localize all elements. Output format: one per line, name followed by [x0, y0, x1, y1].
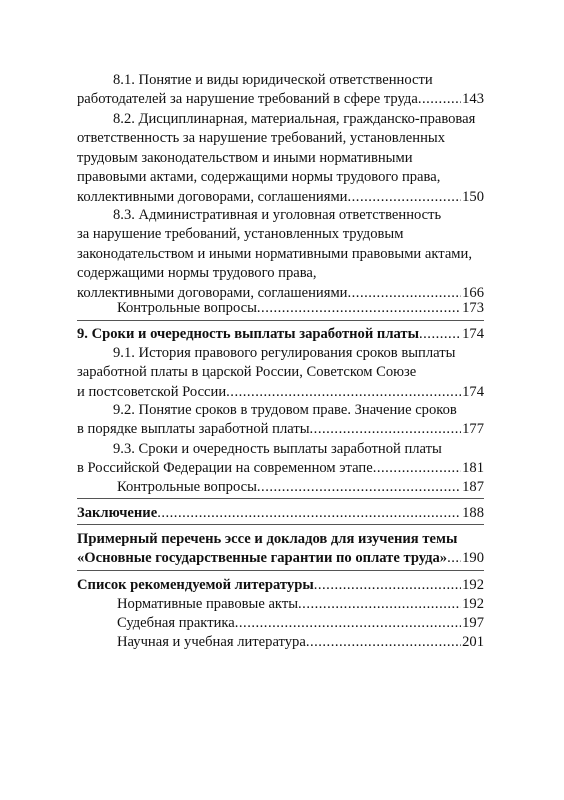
page-number: 177 — [462, 421, 484, 438]
leader-dots — [314, 576, 461, 595]
toc-line: законодательством и иными нормативными правовыми актами, — [77, 245, 472, 262]
toc-line-last — [77, 299, 484, 318]
toc-line: Примерный перечень эссе и докладов для изучения темы — [77, 531, 458, 547]
toc-entry-text: в Российской Федерации на современном этапе — [77, 460, 373, 477]
leader-dots — [447, 549, 461, 568]
page-number: 192 — [462, 596, 484, 612]
toc-entry-text: 9. Сроки и очередность выплаты заработной платы — [77, 326, 419, 342]
page-number: 197 — [462, 615, 484, 631]
toc-entry-text: коллективными договорами, соглашениями — [77, 284, 348, 301]
page-number: 192 — [462, 577, 484, 593]
page-number: 174 — [462, 326, 484, 342]
toc-line: заработной платы в царской России, Советском Союзе — [77, 364, 417, 381]
toc-line-last — [77, 614, 484, 633]
toc-entry-text: Нормативные правовые акты — [117, 596, 299, 612]
leader-dots — [298, 595, 461, 614]
toc-entry-8-3 — [77, 206, 484, 303]
toc-line: трудовым законодательством и иными нормативными — [77, 149, 413, 166]
toc-line-last — [77, 188, 484, 207]
section-divider — [77, 570, 484, 571]
leader-dots — [373, 459, 461, 478]
toc-line-last — [77, 90, 484, 109]
toc-entry-control-questions-8 — [77, 299, 484, 318]
leader-dots — [257, 299, 461, 318]
toc-line-last — [77, 478, 484, 497]
leader-dots — [235, 614, 461, 633]
toc-entry-text: Контрольные вопросы — [117, 479, 257, 495]
toc-line: 9.1. История правового регулирования сроков выплаты — [113, 345, 456, 361]
toc-entry-text: в порядке выплаты заработной платы — [77, 421, 310, 438]
toc-entry-court-practice — [77, 614, 484, 633]
leader-dots — [418, 90, 461, 109]
toc-entry-8-2 — [77, 110, 484, 207]
toc-line: 8.2. Дисциплинарная, материальная, гражданско-правовая — [113, 111, 476, 127]
leader-dots — [306, 633, 461, 652]
leader-dots — [226, 383, 461, 402]
toc-entry-chapter-9 — [77, 325, 484, 344]
toc-line: за нарушение требований, установленных трудовым — [77, 226, 404, 243]
page-number: 188 — [462, 505, 484, 521]
toc-line-last — [77, 459, 484, 478]
page-number: 150 — [462, 188, 484, 205]
toc-entry-text: Судебная практика — [117, 615, 235, 631]
leader-dots — [348, 188, 462, 207]
toc-line-last — [77, 383, 484, 402]
toc-line-last — [77, 325, 484, 344]
page-number: 181 — [462, 460, 484, 477]
toc-line: 8.1. Понятие и виды юридической ответственности — [113, 72, 433, 88]
toc-entry-text: и постсоветской России — [77, 383, 227, 400]
toc-line-last — [77, 595, 484, 614]
toc-entry-text: работодателей за нарушение требований в сфере труда — [77, 91, 418, 108]
toc-line-last — [77, 633, 484, 652]
toc-line: 9.2. Понятие сроков в трудовом праве. Значение сроков — [113, 402, 457, 418]
page-number: 166 — [462, 284, 484, 301]
leader-dots — [157, 504, 461, 523]
page-number: 173 — [462, 300, 484, 316]
toc-entry-9-2 — [77, 401, 484, 440]
toc-entry-bibliography — [77, 576, 484, 595]
toc-line-last — [77, 576, 484, 595]
page-number: 174 — [462, 383, 484, 400]
section-divider — [77, 524, 484, 525]
toc-entry-essay-topics — [77, 530, 484, 569]
toc-line-last — [77, 504, 484, 523]
toc-entry-9-3 — [77, 440, 484, 479]
toc-entry-text: Заключение — [77, 505, 158, 521]
toc-entry-control-questions-9 — [77, 478, 484, 497]
leader-dots — [257, 478, 461, 497]
leader-dots — [310, 420, 462, 439]
toc-line: 8.3. Административная и уголовная ответственность — [113, 207, 442, 223]
page-number: 201 — [462, 634, 484, 650]
page-number: 143 — [462, 91, 484, 108]
page-number: 190 — [462, 550, 484, 567]
toc-entry-scientific-literature — [77, 633, 484, 652]
toc-line: 9.3. Сроки и очередность выплаты заработной платы — [113, 441, 442, 457]
toc-entry-text: коллективными договорами, соглашениями — [77, 188, 348, 205]
section-divider — [77, 320, 484, 321]
toc-entry-text: «Основные государственные гарантии по оплате труда» — [77, 550, 448, 567]
toc-entry-text: Список рекомендуемой литературы — [77, 577, 314, 593]
section-divider — [77, 498, 484, 499]
toc-entry-text: Контрольные вопросы — [117, 300, 257, 316]
toc-line-last — [77, 549, 484, 568]
toc-entry-text: Научная и учебная литература — [117, 634, 306, 650]
toc-entry-normative-acts — [77, 595, 484, 614]
toc-entry-9-1 — [77, 344, 484, 402]
toc-entry-conclusion — [77, 504, 484, 523]
toc-entry-8-1 — [77, 71, 484, 110]
page-number: 187 — [462, 479, 484, 495]
toc-line: содержащими нормы трудового права, — [77, 265, 317, 282]
toc-line: правовыми актами, содержащими нормы трудового права, — [77, 169, 441, 186]
leader-dots — [419, 325, 461, 344]
toc-line-last — [77, 420, 484, 439]
toc-line: ответственность за нарушение требований, установленных — [77, 130, 445, 147]
